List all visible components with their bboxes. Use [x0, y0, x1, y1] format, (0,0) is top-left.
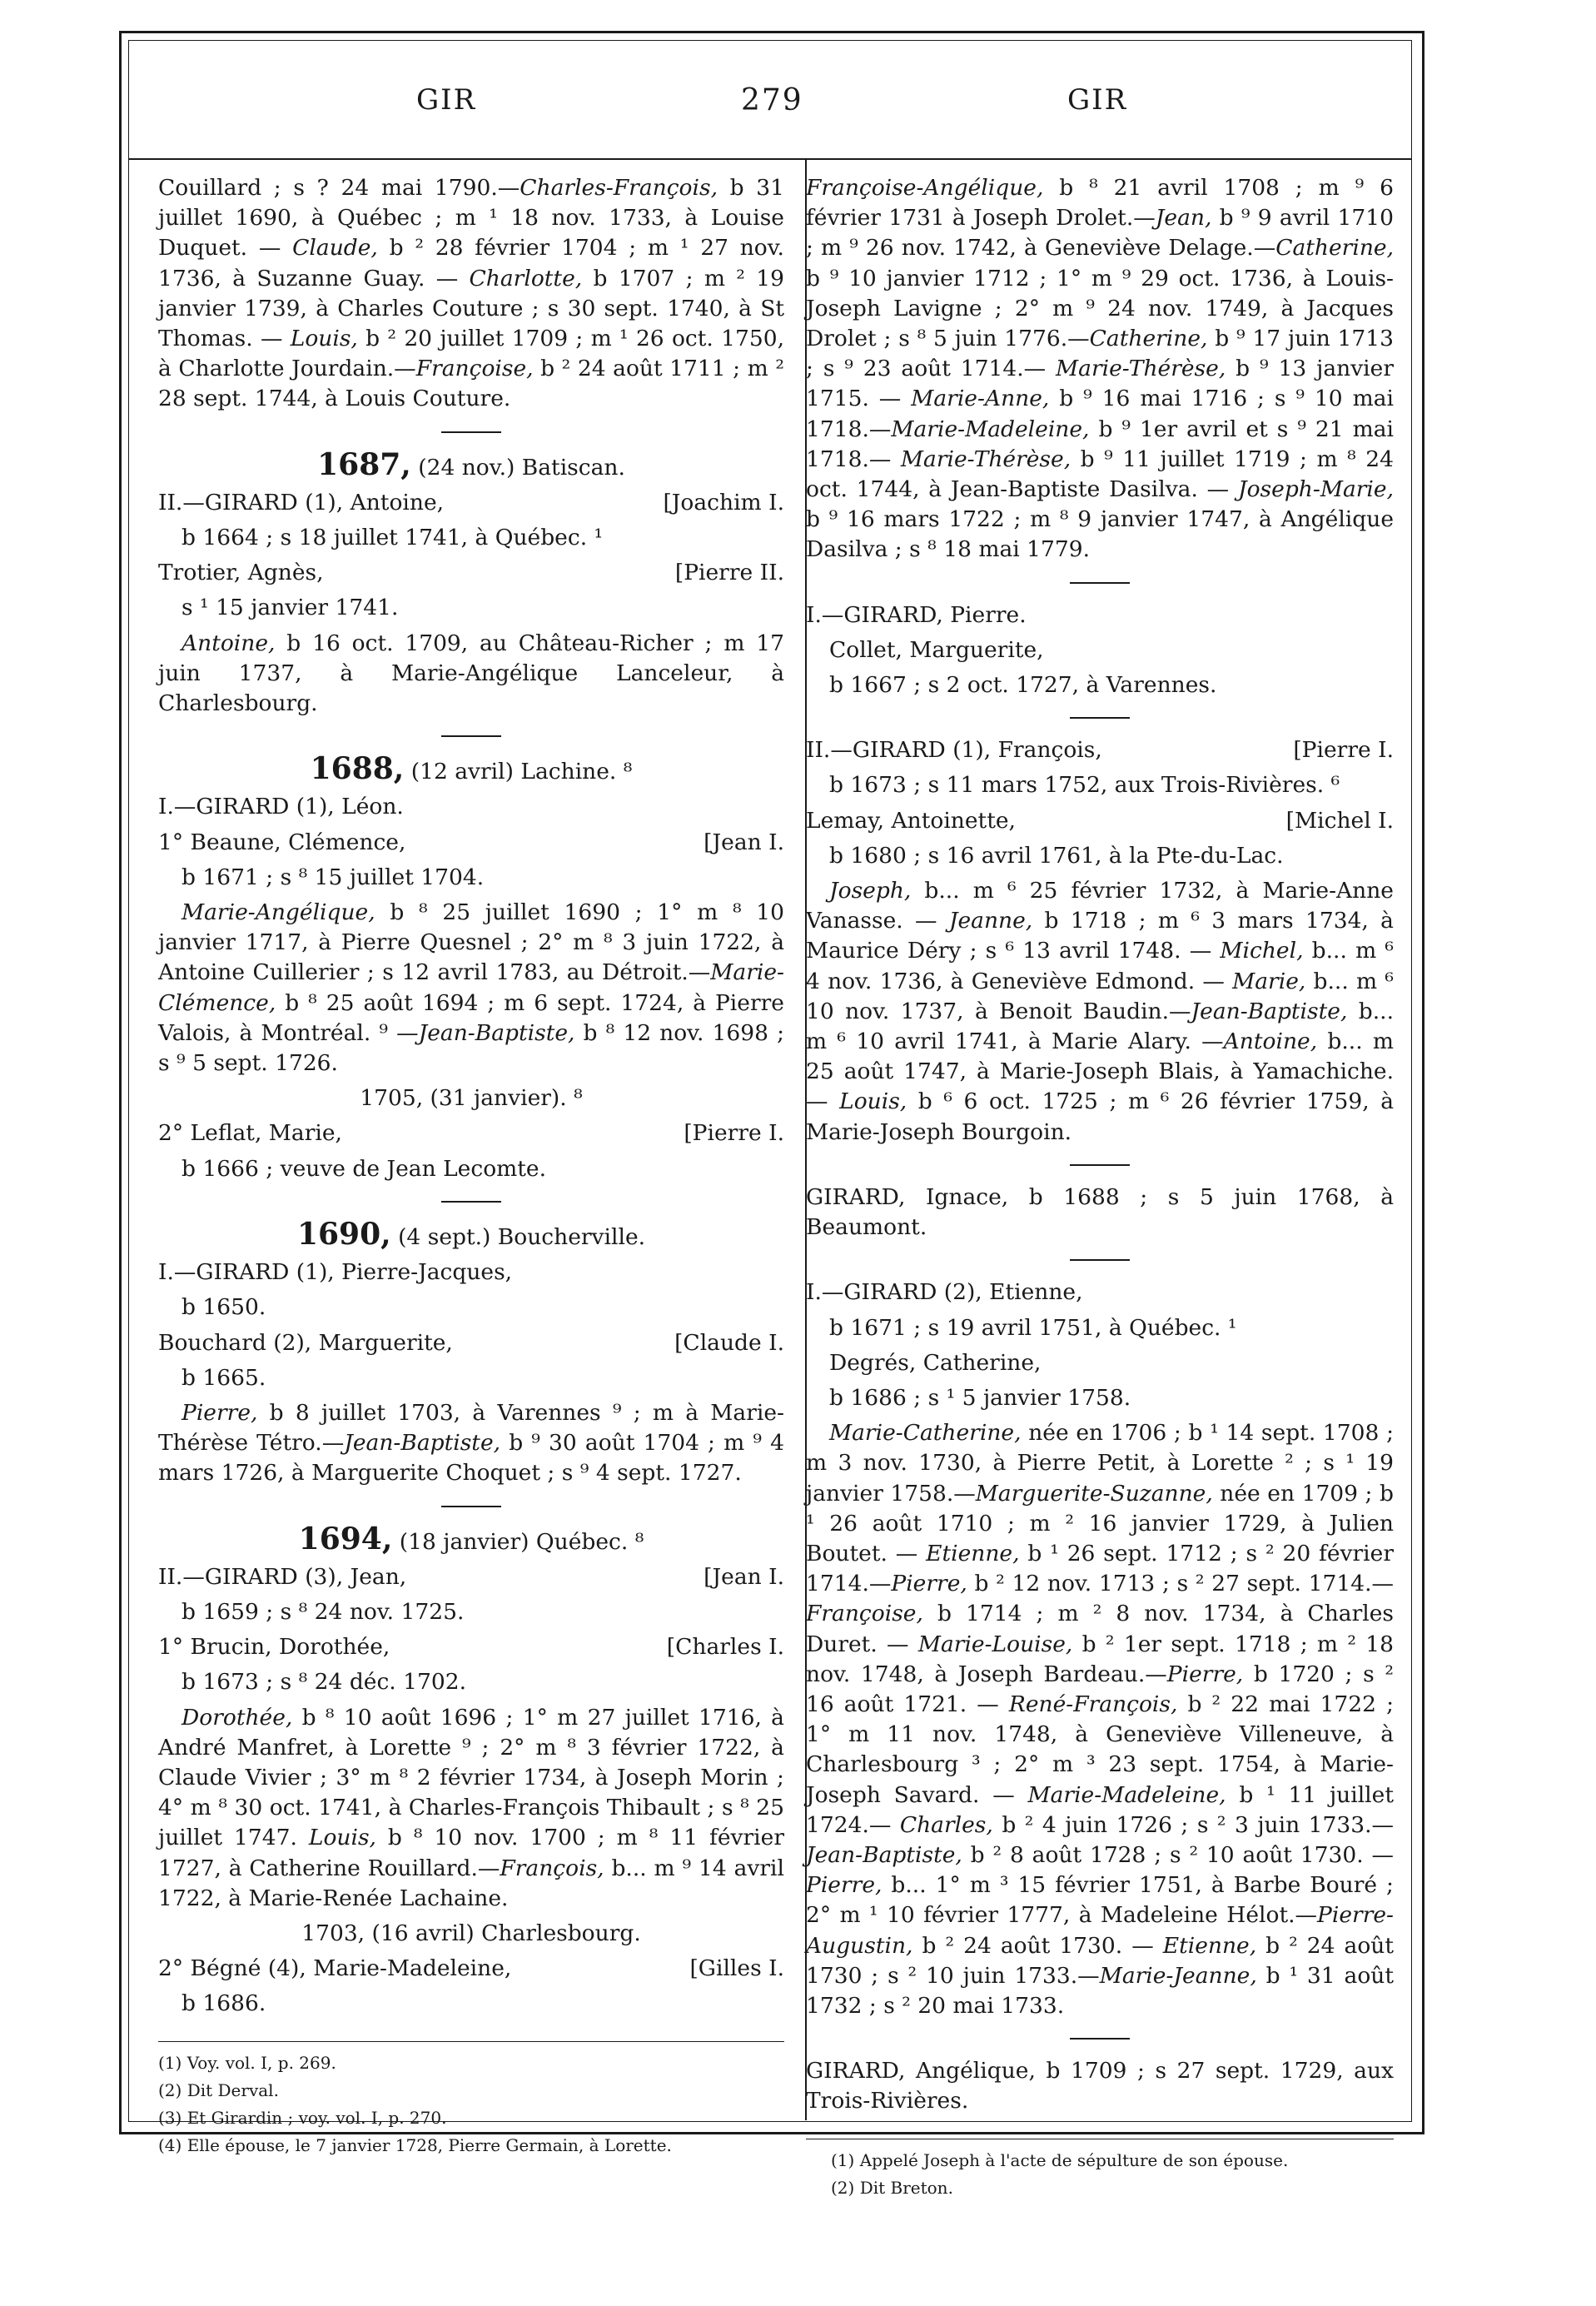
children-paragraph: Joseph, b... m ⁶ 25 février 1732, à Marie-Anne Vanasse. — Jeanne, b 1718 ; m ⁶ 3 mars 1734, à Maurice Déry ; s ⁶ 13 avril 1748. — Michel, b... m ⁶ 4 nov. 1736, à Geneviève Edmond. — Marie, b... m ⁶ 10 nov. 1737, à Benoit Baudin.—Jean-Baptiste, b... m ⁶ 10 avril 1741, à Marie Alary. —Antoine, b... m 25 août 1747, à Marie-Joseph Blais, à Yamachiche. — Louis, b ⁶ 6 oct. 1725 ; m ⁶ 26 février 1759, à Marie-Joseph Bourgoin. — [806, 878, 1394, 1145]
entry-line: b 1671 ; s ⁸ 15 juillet 1704. — [181, 864, 485, 890]
entry-separator — [1070, 2038, 1130, 2040]
entry-1690 — [158, 1216, 784, 1489]
left-column — [158, 173, 784, 2162]
spouse-line: Collet, Marguerite, — [829, 636, 1044, 663]
entry-1687 — [158, 446, 784, 720]
spouse-line: Lemay, Antoinette, [Michel I. — [806, 807, 1394, 834]
entry-head: I.—GIRARD (1), Léon. — [158, 794, 404, 820]
running-head-left: GIR — [416, 83, 477, 117]
entry-1688 — [158, 751, 784, 1184]
entry-pierre-girard — [806, 600, 1394, 701]
remarriage-date: 1703, (16 avril) Charlesbourg. — [301, 1920, 641, 1946]
spouse-line: 2° Bégné (4), Marie-Madeleine, [Gilles I. — [158, 1955, 784, 1982]
entry-line: b 1664 ; s 18 juillet 1741, à Québec. ¹ — [181, 525, 604, 551]
children-paragraph: Antoine, b 16 oct. 1709, au Château-Richer ; m 17 juin 1737, à Marie-Angélique Lanceleur, à Charlesbourg. — [158, 630, 784, 717]
spouse-line: 1° Brucin, Dorothée, [Charles I. — [158, 1634, 784, 1661]
entry-line: b 1673 ; s ⁸ 24 déc. 1702. — [181, 1669, 467, 1696]
remarriage-date: 1705, (31 janvier). ⁸ — [360, 1085, 583, 1112]
marriage-date-heading: 1687, (24 nov.) Batiscan. — [317, 446, 625, 482]
footnote: (2) Dit Derval. — [158, 2079, 279, 2100]
page-number: 279 — [741, 83, 803, 117]
entry-1694 — [158, 1521, 784, 2020]
children-paragraph: Dorothée, b ⁸ 10 août 1696 ; 1° m 27 juillet 1716, à André Manfret, à Lorette ⁹ ; 2° m ⁸ 3 février 1722, à Claude Vivier ; 3° m ⁸ 2 février 1734, à Joseph Morin ; 4° m ⁸ 30 oct. 1741, à Charles-François Thibault ; s ⁸ 25 juillet 1747. Louis, b ⁸ 10 nov. 1700 ; m ⁸ 11 février 1727, à Catherine Rouillard.—François, b... m ⁹ 14 avril 1722, à Marie-Renée Lachaine. — [158, 1704, 784, 1911]
entry-line: s ¹ 15 janvier 1741. — [181, 595, 399, 621]
entry-francois-girard — [806, 735, 1394, 1148]
entry-head: I.—GIRARD (1), Pierre-Jacques, — [158, 1259, 513, 1286]
entry-line: b 1686 ; s ¹ 5 janvier 1758. — [829, 1384, 1131, 1411]
spouse-line: Degrés, Catherine, — [829, 1349, 1042, 1376]
continued-entry: Couillard ; s ? 24 mai 1790.—Charles-François, b 31 juillet 1690, à Québec ; m ¹ 18 nov. 1733, à Louise Duquet. — Claude, b ² 28 février 1704 ; m ¹ 27 nov. 1736, à Suzanne Guay. — Charlotte, b 1707 ; m ² 19 janvier 1739, à Charles Couture ; s 30 sept. 1740, à St Thomas. — Louis, b ² 20 juillet 1709 ; m ¹ 26 oct. 1750, à Charlotte Jourdain.—Françoise, b ² 24 août 1711 ; m ² 28 sept. 1744, à Louis Couture. — [158, 175, 784, 412]
footnote-rule — [158, 2041, 784, 2042]
spouse-line: Bouchard (2), Marguerite, [Claude I. — [158, 1329, 784, 1356]
entry-line: b 1686. — [181, 1990, 266, 2017]
footnote: (1) Voy. vol. I, p. 269. — [158, 2052, 336, 2073]
entry-line: b 1666 ; veuve de Jean Lecomte. — [181, 1155, 547, 1182]
footnote: (2) Dit Breton. — [831, 2177, 953, 2198]
entry-line: b 1680 ; s 16 avril 1761, à la Pte-du-Lac. — [829, 842, 1284, 869]
entry-separator — [441, 735, 501, 737]
entry-head: II.—GIRARD (1), François, [Pierre I. — [806, 737, 1394, 764]
entry-head: I.—GIRARD, Pierre. — [806, 601, 1027, 628]
marriage-date-heading: 1690, (4 sept.) Boucherville. — [296, 1216, 646, 1252]
spouse-line: 1° Beaune, Clémence, [Jean I. — [158, 829, 784, 855]
entry-separator — [441, 1506, 501, 1507]
entry-separator — [1070, 1164, 1130, 1166]
entry-separator — [1070, 582, 1130, 584]
spouse-line: Trotier, Agnès, [Pierre II. — [158, 560, 784, 586]
entry-angelique-girard: GIRARD, Angélique, b 1709 ; s 27 sept. 1729, aux Trois-Rivières. — [806, 2058, 1394, 2114]
entry-separator — [1070, 717, 1130, 719]
marriage-date-heading: 1694, (18 janvier) Québec. ⁸ — [298, 1521, 644, 1556]
entry-separator — [1070, 1259, 1130, 1261]
entry-etienne-girard — [806, 1278, 1394, 2021]
entry-line: b 1665. — [181, 1364, 266, 1391]
spouse-line: 2° Leflat, Marie, [Pierre I. — [158, 1120, 784, 1147]
running-head-right: GIR — [1067, 83, 1128, 117]
right-column — [806, 173, 1394, 2204]
footnote: (1) Appelé Joseph à l'acte de sépulture de son épouse. — [831, 2149, 1289, 2170]
children-paragraph: Marie-Angélique, b ⁸ 25 juillet 1690 ; 1° m ⁸ 10 janvier 1717, à Pierre Quesnel ; 2° m ⁸ 3 juin 1722, à Antoine Cuillerier ; s 12 avril 1783, au Détroit.—Marie-Clémence, b ⁸ 25 août 1694 ; m 6 sept. 1724, à Pierre Valois, à Montréal. ⁹ —Jean-Baptiste, b ⁸ 12 nov. 1698 ; s ⁹ 5 sept. 1726. — [158, 899, 784, 1077]
entry-ignace-girard: GIRARD, Ignace, b 1688 ; s 5 juin 1768, à Beaumont. — [806, 1183, 1394, 1241]
entry-line: b 1667 ; s 2 oct. 1727, à Varennes. — [829, 672, 1217, 699]
entry-head: II.—GIRARD (1), Antoine, [Joachim I. — [158, 489, 784, 515]
header-rule — [128, 158, 1412, 160]
entry-head: II.—GIRARD (3), Jean, [Jean I. — [158, 1563, 784, 1590]
entry-line: b 1671 ; s 19 avril 1751, à Québec. ¹ — [829, 1314, 1237, 1341]
marriage-date-heading: 1688, (12 avril) Lachine. ⁸ — [310, 751, 633, 787]
entry-line: b 1650. — [181, 1294, 266, 1321]
entry-line: b 1673 ; s 11 mars 1752, aux Trois-Rivières. ⁶ — [829, 772, 1340, 799]
footnote: (4) Elle épouse, le 7 janvier 1728, Pierre Germain, à Lorette. — [158, 2134, 672, 2155]
continued-entry: Françoise-Angélique, b ⁸ 21 avril 1708 ; m ⁹ 6 février 1731 à Joseph Drolet.—Jean, b ⁹ 9 avril 1710 ; m ⁹ 26 nov. 1742, à Geneviève Delage.—Catherine, b ⁹ 10 janvier 1712 ; 1° m ⁹ 29 oct. 1736, à Louis-Joseph Lavigne ; 2° m ⁹ 24 nov. 1749, à Jacques Drolet ; s ⁸ 5 juin 1776.—Catherine, b ⁹ 17 juin 1713 ; s ⁹ 23 août 1714.— Marie-Thérèse, b ⁹ 13 janvier 1715. — Marie-Anne, b ⁹ 16 mai 1716 ; s ⁹ 10 mai 1718.—Marie-Madeleine, b ⁹ 1er avril et s ⁹ 21 mai 1718.— Marie-Thérèse, b ⁹ 11 juillet 1719 ; m ⁸ 24 oct. 1744, à Jean-Baptiste Dasilva. — Joseph-Marie, b ⁹ 16 mars 1722 ; m ⁸ 9 janvier 1747, à Angélique Dasilva ; s ⁸ 18 mai 1779. — [806, 175, 1394, 563]
footnote: (3) Et Girardin ; voy. vol. I, p. 270. — [158, 2107, 447, 2128]
entry-line: b 1659 ; s ⁸ 24 nov. 1725. — [181, 1598, 465, 1625]
children-paragraph: Pierre, b 8 juillet 1703, à Varennes ⁹ ; m à Marie-Thérèse Tétro.—Jean-Baptiste, b ⁹ 30 août 1704 ; m ⁹ 4 mars 1726, à Marguerite Choquet ; s ⁹ 4 sept. 1727. — [158, 1399, 784, 1487]
entry-separator — [441, 1201, 501, 1203]
entry-head: I.—GIRARD (2), Etienne, — [806, 1279, 1083, 1306]
entry-separator — [441, 431, 501, 433]
children-paragraph: Marie-Catherine, née en 1706 ; b ¹ 14 sept. 1708 ; m 3 nov. 1730, à Pierre Petit, à Lorette ² ; s ¹ 19 janvier 1758.—Marguerite-Suzanne, née en 1709 ; b ¹ 26 août 1710 ; m ² 16 janvier 1729, à Julien Boutet. — Etienne, b ¹ 26 sept. 1712 ; s ² 20 février 1714.—Pierre, b ² 12 nov. 1713 ; s ² 27 sept. 1714.—Françoise, b 1714 ; m ² 8 nov. 1734, à Charles Duret. — Marie-Louise, b ² 1er sept. 1718 ; m ² 18 nov. 1748, à Joseph Bardeau.—Pierre, b 1720 ; s ² 16 août 1721. — René-François, b ² 22 mai 1722 ; 1° m 11 nov. 1748, à Geneviève Villeneuve, à Charlesbourg ³ ; 2° m ³ 23 sept. 1754, à Marie-Joseph Savard. — Marie-Madeleine, b ¹ 11 juillet 1724.— Charles, b ² 4 juin 1726 ; s ² 3 juin 1733.— Jean-Baptiste, b ² 8 août 1728 ; s ² 10 août 1730. — Pierre, b... 1° m ³ 15 février 1751, à Barbe Bouré ; 2° m ¹ 10 février 1777, à Madeleine Hélot.—Pierre-Augustin, b ² 24 août 1730. — Etienne, b ² 24 août 1730 ; s ² 10 juin 1733.—Marie-Jeanne, b ¹ 31 août 1732 ; s ² 20 mai 1733. — [806, 1420, 1394, 2019]
